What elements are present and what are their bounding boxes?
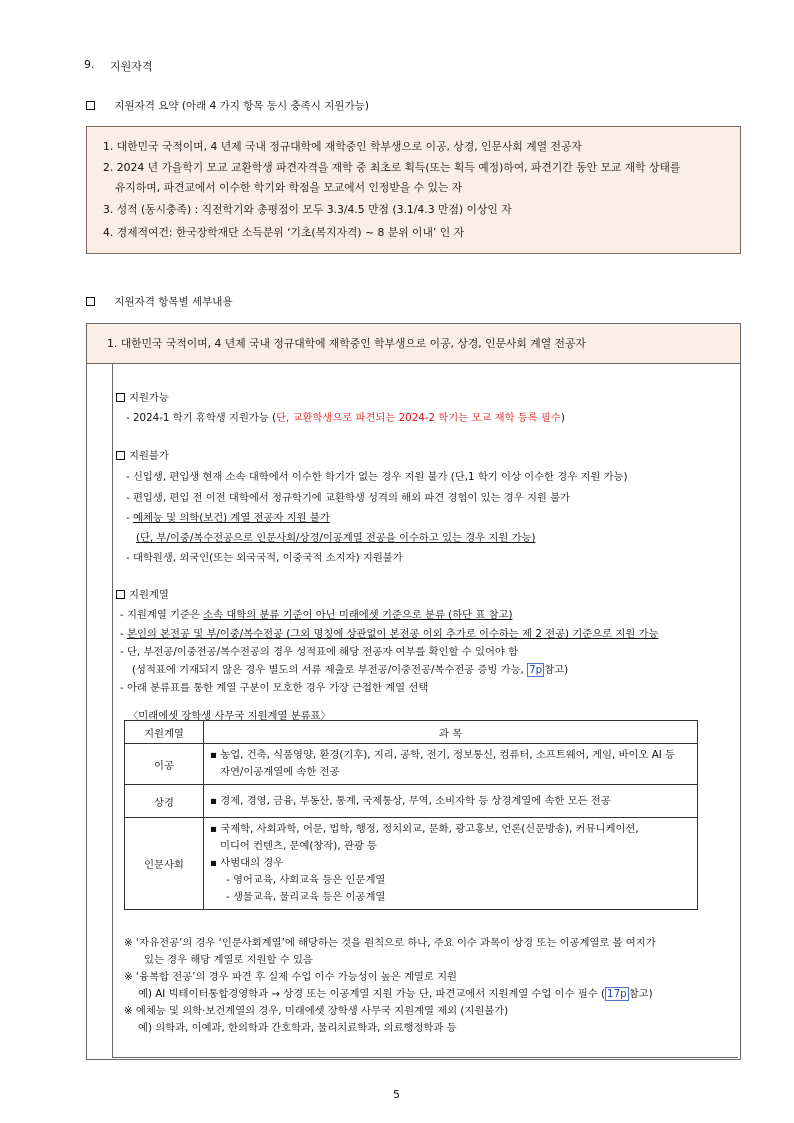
section-number: 9. — [84, 58, 95, 71]
row-subject-line: ▪ 농업, 건축, 식품영양, 환경(기후), 지리, 공학, 전기, 정보통신, 컴퓨터, 소프트웨어, 게임, 바이오 AI 등 — [210, 749, 676, 761]
row-subjects — [204, 744, 698, 785]
note-3: ※ 예체능 및 의학·보건계열의 경우, 미래에셋 장학생 사무국 지원계열 제외 (지원불가) — [124, 1005, 509, 1017]
detail-heading — [86, 294, 233, 309]
table-row — [125, 785, 698, 818]
table-row — [125, 744, 698, 785]
row-subject-line: ▪ 국제학, 사회과학, 어문, 법학, 행정, 정치외교, 문화, 광고홍보, 언론(신문방송), 커뮤니케이션, — [210, 823, 639, 835]
summary-box — [86, 126, 741, 254]
ineligible-line-3-prefix: - — [126, 512, 133, 524]
page-number: 5 — [393, 1088, 400, 1101]
eligible-title — [116, 389, 169, 404]
field-line-3: - 단, 부전공/이중전공/복수전공의 경우 성적표에 해당 전공자 여부를 확인할 수 있어야 함 — [120, 646, 519, 658]
page-17-link[interactable]: 17p — [607, 988, 627, 1000]
ineligible-line-2: - 편입생, 편입 전 이전 대학에서 정규학기에 교환학생 성격의 해외 파견 경험이 있는 경우 지원 불가 — [126, 492, 571, 504]
summary-item-1: 1. 대한민국 국적이며, 4 년제 국내 정규대학에 재학중인 학부생으로 이공, 상경, 인문사회 계열 전공자 — [103, 140, 582, 153]
checkbox-square-icon — [86, 297, 95, 306]
ineligible-line-5: - 대학원생, 외국인(또는 외국국적, 이중국적 소지자) 지원불가 — [126, 552, 403, 564]
table-row — [125, 818, 698, 910]
row-subject-line: - 영어교육, 사회교육 등은 인문계열 — [226, 874, 386, 886]
ineligible-line-3-text: 예체능 및 의학(보건) 계열 전공자 지원 불가 — [133, 512, 330, 524]
row-subject-line: 자연/이공계열에 속한 전공 — [220, 766, 340, 778]
summary-item-4: 4. 경제적여건: 한국장학재단 소득분위 ‘기초(복지자격) ~ 8 분위 이내’ 인 자 — [103, 226, 465, 239]
page-7-link[interactable]: 7p — [529, 664, 543, 676]
summary-item-2: 2. 2024 년 가을학기 모교 교환학생 파견자격을 재학 중 최초로 획득(또는 획득 예정)하여, 파견기간 동안 모교 재학 상태를 — [103, 161, 681, 174]
ineligible-title — [116, 447, 169, 462]
table-header-subjects: 과 목 — [204, 721, 698, 744]
field-title — [116, 586, 169, 601]
note-2: ※ ‘융복합 전공’의 경우 파견 후 실제 수업 이수 가능성이 높은 계열로 지원 — [124, 971, 457, 983]
row-subjects — [204, 785, 698, 818]
field-line-2 — [120, 625, 658, 640]
detail-box-title: 1. 대한민국 국적이며, 4 년제 국내 정규대학에 재학중인 학부생으로 이공, 상경, 인문사회 계열 전공자 — [107, 337, 586, 350]
ineligible-line-4: (단, 부/이중/복수전공으로 인문사회/상경/이공계열 전공을 이수하고 있는 경우 지원 가능) — [136, 532, 536, 544]
field-line-4-suffix: 참고) — [544, 664, 569, 676]
table-caption: 〈미래에셋 장학생 사무국 지원계열 분류표〉 — [128, 710, 331, 722]
row-field-name: 이공 — [125, 744, 204, 785]
checkbox-square-icon — [116, 393, 125, 402]
eligible-line — [126, 409, 565, 424]
note-3-cont: 예) 의학과, 이예과, 한의학과 간호학과, 물리치료학과, 의료행정학과 등 — [138, 1022, 457, 1034]
field-line-4 — [132, 661, 568, 676]
note-2-cont-prefix: 예) AI 빅테이터통합경영학과 → 상경 또는 이공계열 지원 가능 단, 파견교에서 지원계열 수업 이수 필수 ( — [138, 988, 606, 1000]
ineligible-line-3 — [126, 509, 330, 524]
classification-table — [124, 720, 698, 910]
field-line-2-prefix: - — [120, 628, 127, 640]
row-field-name: 인문사회 — [125, 818, 204, 910]
row-subjects — [204, 818, 698, 910]
ineligible-line-1: - 신입생, 편입생 현재 소속 대학에서 이수한 학기가 없는 경우 지원 불가 (단,1 학기 이상 이수한 경우 지원 가능) — [126, 471, 628, 483]
field-line-4-prefix: (성적표에 기재되지 않은 경우 별도의 서류 제출로 부전공/이중전공/복수전공 증빙 가능, — [132, 664, 524, 676]
row-subject-line: ▪ 경제, 경영, 금융, 부동산, 통계, 국제통상, 무역, 소비자학 등 상경계열에 속한 모든 전공 — [210, 794, 611, 807]
ineligible-title-text: 지원불가 — [129, 450, 169, 462]
field-line-1 — [120, 606, 513, 621]
eligible-title-text: 지원가능 — [129, 392, 169, 404]
note-2-cont — [138, 985, 653, 1000]
note-1: ※ ‘자유전공’의 경우 ‘인문사회계열’에 해당하는 것을 원칙으로 하나, 주요 이수 과목이 상경 또는 이공계열로 볼 여지가 — [124, 937, 656, 949]
table-header-field: 지원계열 — [125, 721, 204, 744]
checkbox-square-icon — [86, 101, 95, 110]
row-subject-line: ▪ 사범대의 경우 — [210, 857, 284, 869]
field-line-5: - 아래 분류표를 통한 계열 구분이 모호한 경우 가장 근접한 계열 선택 — [120, 682, 429, 694]
field-line-1-underlined: 소속 대학의 분류 기준이 아닌 미래에셋 기준으로 분류 (하단 표 참고) — [203, 609, 513, 621]
row-subject-line: 미디어 컨텐츠, 문예(창작), 관광 등 — [220, 840, 377, 852]
section-title: 지원자격 — [110, 60, 153, 73]
field-line-1-prefix: - 지원계열 기준은 — [120, 609, 204, 621]
detail-heading-text: 지원자격 항목별 세부내용 — [114, 296, 233, 308]
summary-item-3: 3. 성적 (동시충족) : 직전학기와 총평점이 모두 3.3/4.5 만점 (3.1/4.3 만점) 이상인 자 — [103, 203, 512, 216]
field-title-text: 지원계열 — [129, 589, 169, 601]
eligible-suffix: ) — [560, 412, 565, 424]
field-line-2-underlined: 본인의 본전공 및 부/이중/복수전공 (그외 명칭에 상관없이 본전공 이외 추가로 이수하는 제 2 전공) 기준으로 지원 가능 — [127, 628, 659, 640]
eligible-prefix: - 2024-1 학기 휴학생 지원가능 ( — [126, 412, 277, 424]
note-2-cont-suffix: 참고) — [628, 988, 653, 1000]
detail-box-header — [87, 324, 740, 364]
summary-heading-text: 지원자격 요약 (아래 4 가지 항목 동시 충족시 지원가능) — [114, 100, 369, 112]
checkbox-square-icon — [116, 451, 125, 460]
note-1-cont: 있는 경우 해당 계열로 지원할 수 있음 — [144, 954, 313, 966]
row-field-name: 상경 — [125, 785, 204, 818]
table-header-row — [125, 721, 698, 744]
summary-item-2-cont: 유지하며, 파견교에서 이수한 학기와 학점을 모교에서 인정받을 수 있는 자 — [115, 181, 463, 194]
checkbox-square-icon — [116, 590, 125, 599]
summary-heading — [86, 98, 369, 113]
row-subject-line: - 생물교육, 물리교육 등은 이공계열 — [226, 891, 386, 903]
eligible-red-note: 단, 교환학생으로 파견되는 2024-2 학기는 모교 재학 등록 필수 — [276, 412, 561, 424]
